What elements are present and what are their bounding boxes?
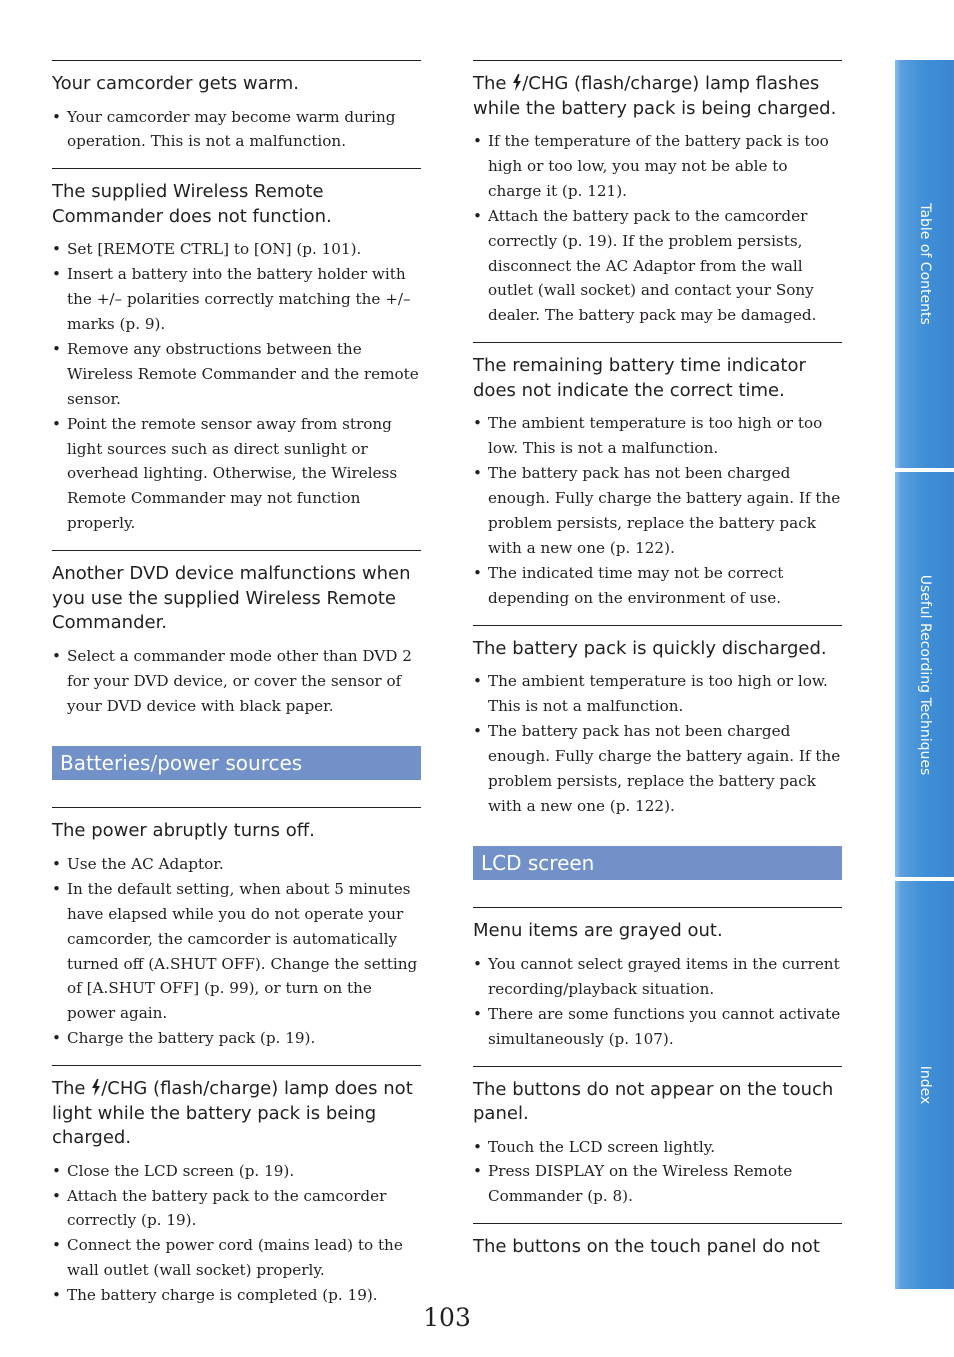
bullet-text: Close the LCD screen (p. 19). [67,1161,295,1180]
bullet-item: • Charge the battery pack (p. 19). [52,1029,316,1048]
topic-title [52,1077,421,1151]
bullet-list [473,952,842,1052]
bullet-item: • The battery charge is completed (p. 19). [52,1286,378,1305]
bullet-item: • Select a commander mode other than DVD 2 for your DVD device, or cover the sensor of your DVD device with black paper. [52,646,412,715]
tab-useful-recording-techniques[interactable] [895,472,954,877]
topic-title: The battery pack is quickly discharged. [473,637,827,659]
bullet-item: • The ambient temperature is too high or low. This is not a malfunction. [473,672,828,715]
bullet-text: The ambient temperature is too high or too low. This is not a malfunction. [488,414,823,458]
flash-icon [91,1079,101,1096]
bullet-text: Point the remote sensor away from strong light sources such as direct sunlight or overhead lighting. Otherwise, the Wireless Remote Commander may not function properly. [67,414,398,533]
bullet-item: • Set [REMOTE CTRL] to [ON] (p. 101). [52,240,362,259]
bullet-item: • Use the AC Adaptor. [52,854,224,873]
topic-title: The buttons on the touch panel do not [473,1236,820,1258]
bullet-text: There are some functions you cannot activate simultaneously (p. 107). [488,1004,841,1048]
bullet-text: Select a commander mode other than DVD 2 for your DVD device, or cover the sensor of your DVD device with black paper. [67,646,412,715]
section-heading-batteries: Batteries/power sources [52,746,421,780]
bullet-text: The ambient temperature is too high or low. This is not a malfunction. [488,672,828,715]
tab-index[interactable] [895,881,954,1289]
topic-title: The buttons do not appear on the touch panel. [473,1078,834,1125]
topic-buttons-do-not-work [473,1223,842,1260]
bullet-text: Set [REMOTE CTRL] to [ON] (p. 101). [67,240,362,259]
topic-remote-not-function [52,168,421,536]
bullet-item: • The battery pack has not been charged enough. Fully charge the battery again. If the problem persists, replace the battery pack with a new one (p. 122). [473,721,841,815]
bullet-list [52,852,421,1051]
topic-dvd-device-malfunctions [52,550,421,718]
bullet-text: Press DISPLAY on the Wireless Remote Commander (p. 8). [488,1162,793,1206]
bullet-item: • Attach the battery pack to the camcorder correctly (p. 19). [52,1186,387,1230]
topic-title: The supplied Wireless Remote Commander does not function. [52,181,332,227]
bullet-text: The indicated time may not be correct depending on the environment of use. [488,563,784,607]
bullet-item: • The ambient temperature is too high or too low. This is not a malfunction. [473,414,823,458]
bullet-item: • If the temperature of the battery pack is too high or too low, you may not be able to charge it (p. 121). [473,132,829,200]
topic-title: The power abruptly turns off. [52,820,315,842]
title-rest: /CHG (flash/charge) lamp flashes while the battery pack is being charged. [473,73,837,119]
section-heading-lcd-screen: LCD screen [473,846,842,880]
bullet-item: • Point the remote sensor away from strong light sources such as direct sunlight or overhead lighting. Otherwise, the Wireless Remote Commander may not function properly. [52,414,398,533]
tab-label [895,60,954,468]
bullet-text: If the temperature of the battery pack is too high or too low, you may not be able to charge it (p. 121). [488,132,829,200]
bullet-item: • Close the LCD screen (p. 19). [52,1161,295,1180]
bullet-item: • The indicated time may not be correct depending on the environment of use. [473,563,784,607]
bullet-item: • There are some functions you cannot activate simultaneously (p. 107). [473,1004,841,1048]
topic-buttons-not-appear [473,1066,842,1210]
tab-label-text: Index [916,1065,933,1105]
bullet-item: • In the default setting, when about 5 minutes have elapsed while you do not operate your camcorder, the camcorder is automatically turned off (A.SHUT OFF). Change the setting of [A.SHUT OFF] (p. 99), or turn on the power again. [52,879,418,1023]
bullet-text: Insert a battery into the battery holder with the +/– polarities correctly matching the +/– marks (p. 9). [67,265,411,334]
tab-label [895,472,954,877]
topic-title: Your camcorder gets warm. [52,73,299,94]
title-rest: /CHG (flash/charge) lamp does not light while the battery pack is being charged. [52,1078,413,1149]
topic-remaining-battery-time [473,342,842,610]
bullet-list [473,1135,842,1210]
topic-title: The remaining battery time indicator does not indicate the correct time. [473,355,806,401]
title-prefix: The [473,73,513,94]
topic-battery-quickly-discharged [473,625,842,819]
bullet-list [473,669,842,818]
title-prefix: The [52,1078,92,1100]
bullet-item: • You cannot select grayed items in the current recording/playback situation. [473,954,840,998]
tab-label [895,881,954,1289]
topic-title: Another DVD device malfunctions when you use the supplied Wireless Remote Commander. [52,563,411,634]
tab-label-text: Useful Recording Techniques [916,574,933,775]
topic-lamp-flashes [473,60,842,328]
bullet-text: The battery pack has not been charged enough. Fully charge the battery again. If the problem persists, replace the battery pack with a new one (p. 122). [488,464,841,557]
flash-icon [512,74,522,91]
bullet-text: Remove any obstructions between the Wireless Remote Commander and the remote sensor. [67,339,419,408]
tab-table-of-contents[interactable] [895,60,954,468]
topic-menu-items-grayed [473,907,842,1051]
right-column [473,60,842,1268]
bullet-item: • Connect the power cord (mains lead) to the wall outlet (wall socket) properly. [52,1236,403,1280]
page-number: 103 [423,1303,471,1332]
bullet-text: Attach the battery pack to the camcorder correctly (p. 19). If the problem persists, disconnect the AC Adaptor from the wall outlet (wall socket) and contact your Sony dealer. The battery pack may be damaged. [488,206,817,325]
bullet-list [52,105,421,155]
bullet-item: • Attach the battery pack to the camcorder correctly (p. 19). If the problem persists, disconnect the AC Adaptor from the wall outlet (wall socket) and contact your Sony dealer. The battery pack may be damaged. [473,206,817,325]
tab-label-text: Table of Contents [916,203,933,325]
bullet-text: Attach the battery pack to the camcorder correctly (p. 19). [67,1186,387,1230]
bullet-list [52,644,421,719]
bullet-text: Your camcorder may become warm during operation. This is not a malfunction. [67,107,396,151]
topic-camcorder-warm [52,60,421,154]
topic-lamp-not-light [52,1065,421,1308]
topic-title [473,72,842,121]
bullet-text: You cannot select grayed items in the current recording/playback situation. [488,954,840,998]
topic-power-turns-off [52,807,421,1051]
bullet-list [473,129,842,328]
bullet-item: • Remove any obstructions between the Wireless Remote Commander and the remote sensor. [52,339,419,408]
bullet-text: Use the AC Adaptor. [67,854,224,873]
bullet-item: • Touch the LCD screen lightly. [473,1137,716,1156]
bullet-text: The battery pack has not been charged enough. Fully charge the battery again. If the problem persists, replace the battery pack with a new one (p. 122). [488,721,841,815]
bullet-text: Charge the battery pack (p. 19). [67,1029,316,1048]
bullet-list [473,411,842,610]
bullet-text: The battery charge is completed (p. 19). [67,1286,378,1305]
bullet-text: Touch the LCD screen lightly. [488,1137,716,1156]
bullet-list [52,237,421,536]
bullet-list [52,1159,421,1308]
bullet-item: • Insert a battery into the battery holder with the +/– polarities correctly matching the +/– marks (p. 9). [52,265,411,334]
bullet-item: • Press DISPLAY on the Wireless Remote Commander (p. 8). [473,1162,793,1206]
bullet-item: • The battery pack has not been charged enough. Fully charge the battery again. If the problem persists, replace the battery pack with a new one (p. 122). [473,464,841,557]
topic-title: Menu items are grayed out. [473,920,723,942]
left-column [52,60,421,1308]
bullet-text: Connect the power cord (mains lead) to the wall outlet (wall socket) properly. [67,1236,403,1280]
bullet-item: • Your camcorder may become warm during operation. This is not a malfunction. [52,107,396,151]
bullet-text: In the default setting, when about 5 minutes have elapsed while you do not operate your camcorder, the camcorder is automatically turned off (A.SHUT OFF). Change the setting of [A.SHUT OFF] (p. 99), or turn on the power again. [67,879,418,1023]
